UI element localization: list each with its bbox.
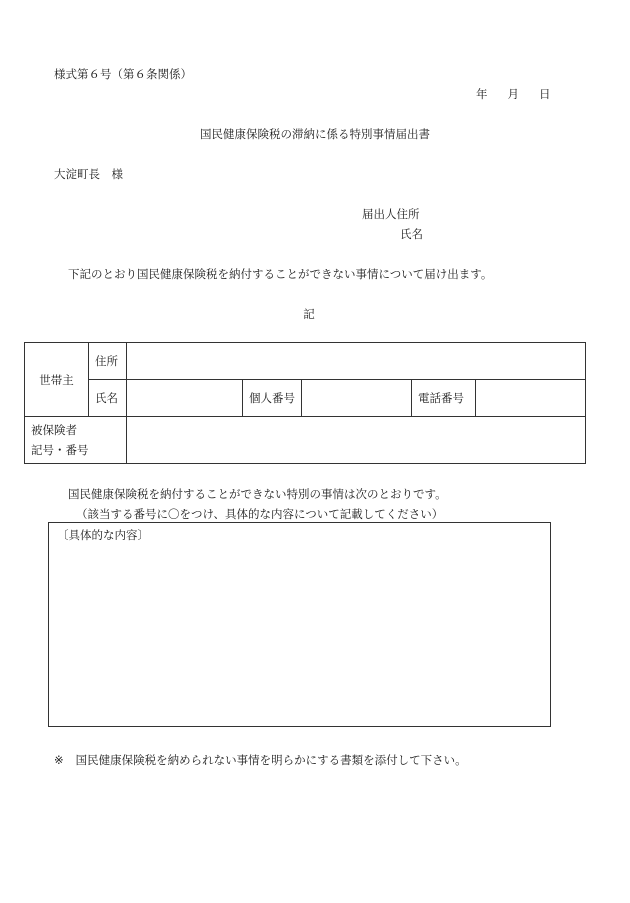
reason-intro: 国民健康保険税を納付することができない特別の事情は次のとおりです。 (68, 487, 447, 501)
insured-number-field[interactable] (127, 417, 586, 464)
form-number: 様式第６号（第６条関係） (54, 67, 192, 81)
applicant-name-label: 氏名 (400, 227, 423, 241)
table-row (25, 380, 586, 417)
reason-box-label: 〔具体的な内容〕 (57, 528, 149, 542)
individual-number-label: 個人番号 (243, 380, 302, 417)
date-day-label: 日 (539, 87, 551, 101)
insured-label-line2: 記号・番号 (31, 443, 89, 457)
household-head-label: 世帯主 (25, 343, 89, 417)
insured-label (25, 417, 127, 464)
name-field[interactable] (127, 380, 243, 417)
ki-heading: 記 (303, 307, 315, 321)
phone-number-label: 電話番号 (412, 380, 476, 417)
name-label: 氏名 (89, 380, 127, 417)
table-row (25, 417, 586, 464)
addressee: 大淀町長 様 (54, 167, 123, 181)
applicant-address-label: 届出人住所 (362, 207, 420, 221)
date-line (476, 86, 551, 102)
address-field[interactable] (127, 343, 586, 380)
date-year-label: 年 (476, 87, 488, 101)
insured-label-line1: 被保険者 (31, 423, 77, 437)
footnote-text: 国民健康保険税を納められない事情を明らかにする書類を添付して下さい。 (75, 753, 467, 767)
date-month-label: 月 (507, 87, 519, 101)
individual-number-field[interactable] (302, 380, 412, 417)
document-title: 国民健康保険税の滞納に係る特別事情届出書 (200, 127, 430, 141)
reason-details-box[interactable] (48, 522, 551, 727)
table-row (25, 343, 586, 380)
footnote-mark: ※ (54, 753, 64, 767)
info-table (24, 342, 586, 464)
reason-note: （該当する番号に〇をつけ、具体的な内容について記載してください） (76, 507, 444, 521)
phone-number-field[interactable] (476, 380, 586, 417)
address-label: 住所 (89, 343, 127, 380)
footnote (54, 752, 467, 768)
intro-text: 下記のとおり国民健康保険税を納付することができない事情について届け出ます。 (68, 267, 493, 281)
